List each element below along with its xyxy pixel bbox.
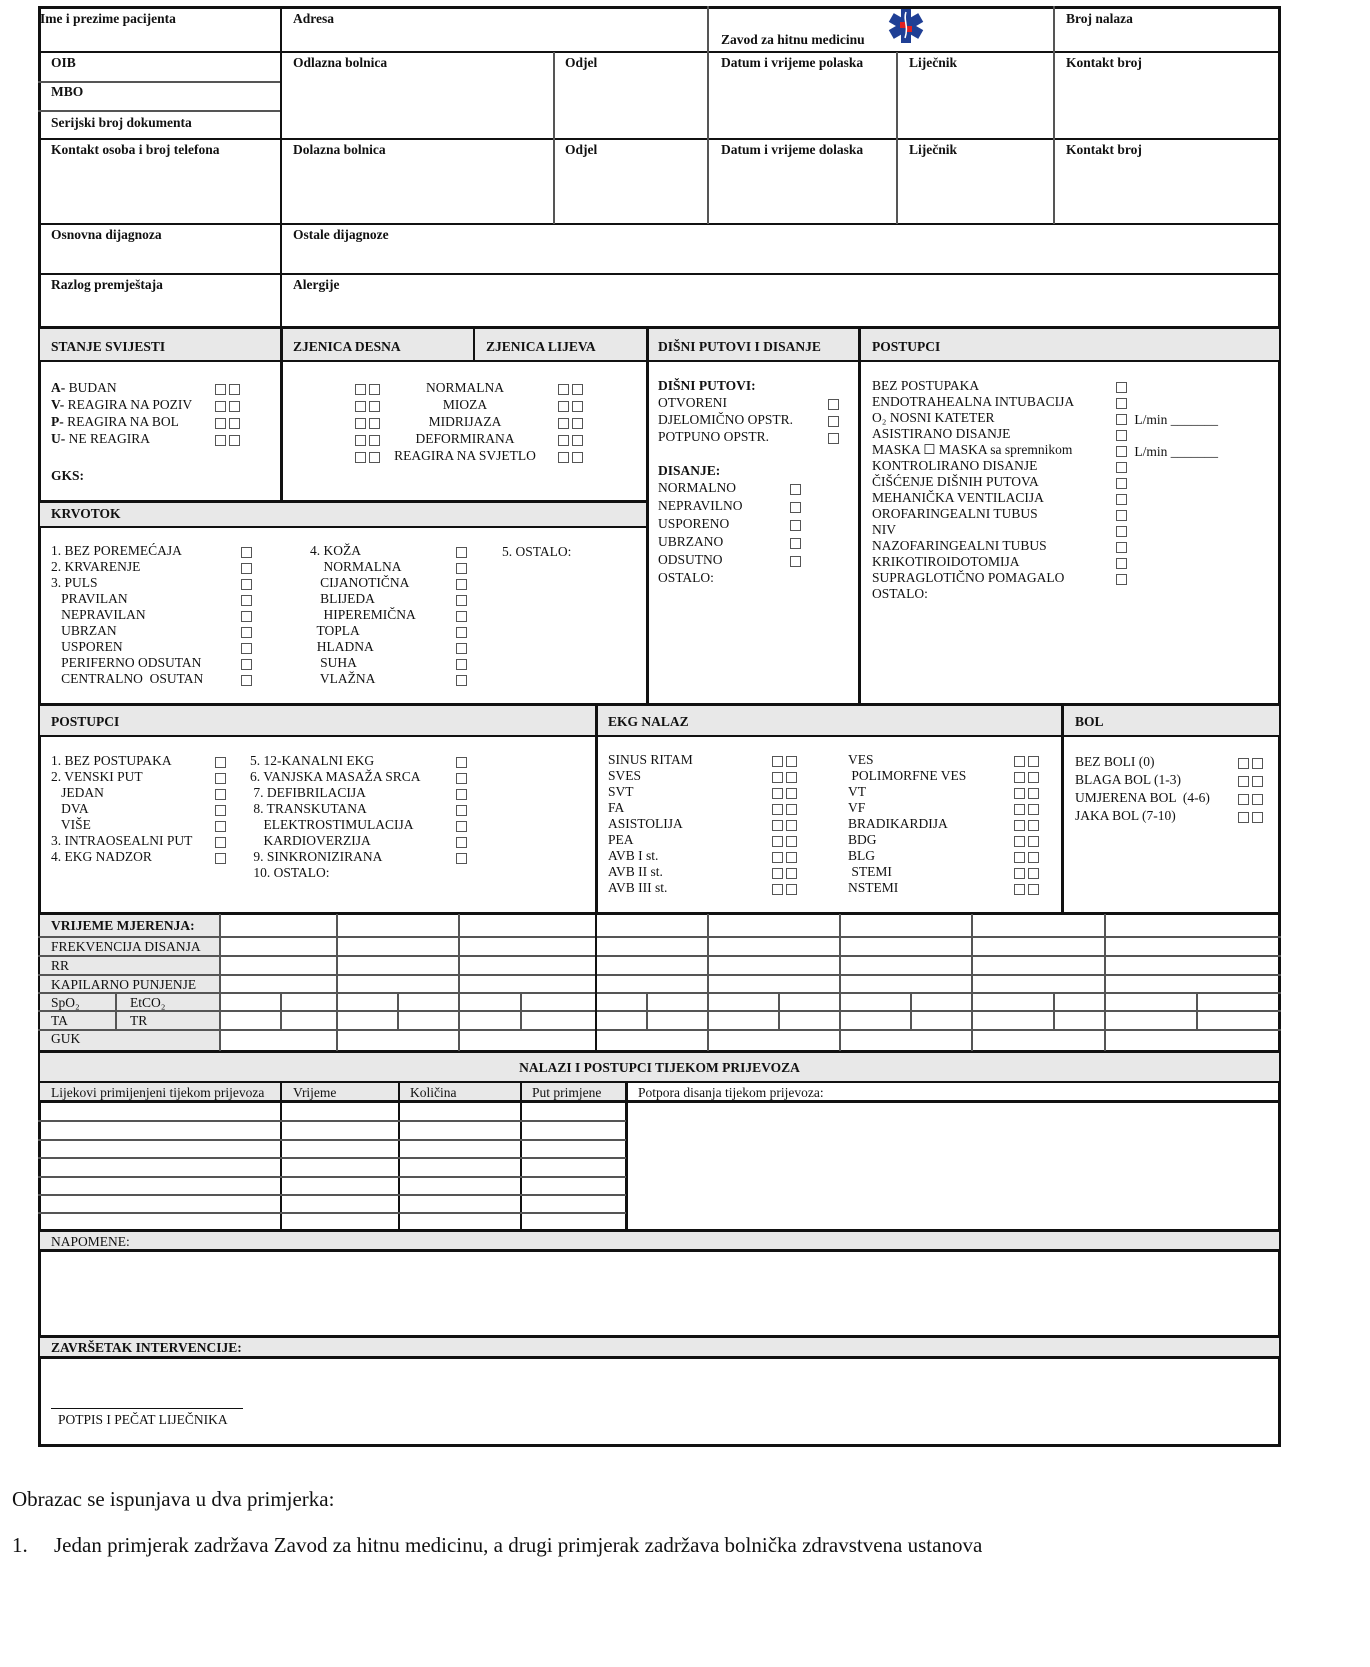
- checkbox-right[interactable]: [355, 401, 366, 412]
- checkbox[interactable]: [456, 579, 467, 590]
- gks-label: GKS:: [51, 468, 85, 483]
- oib-label: OIB: [51, 55, 76, 70]
- checkbox[interactable]: [1116, 526, 1127, 537]
- checkbox[interactable]: [241, 659, 252, 670]
- checkbox[interactable]: [1028, 868, 1039, 879]
- checkbox[interactable]: [456, 595, 467, 606]
- procedures-bottom-col1: 1. BEZ POSTUPAKA 2. VENSKI PUT JEDAN DVA VIŠE 3. INTRAOSEALNI PUT 4. EKG NADZOR: [51, 753, 241, 865]
- notes-field[interactable]: [41, 1253, 1279, 1335]
- checkbox[interactable]: [1028, 772, 1039, 783]
- spo2-label: SpO₂: [51, 995, 80, 1010]
- checkbox[interactable]: [828, 416, 839, 427]
- checkbox[interactable]: [456, 643, 467, 654]
- transport-title: NALAZI I POSTUPCI TIJEKOM PRIJEVOZA: [519, 1060, 800, 1075]
- checkbox[interactable]: [1116, 542, 1127, 553]
- checkbox[interactable]: [1238, 812, 1249, 823]
- checkbox[interactable]: [229, 401, 240, 412]
- checkbox-right[interactable]: [355, 452, 366, 463]
- ekg-title: EKG NALAZ: [608, 714, 689, 729]
- checkbox[interactable]: [828, 433, 839, 444]
- arrival-hospital-label: Dolazna bolnica: [293, 142, 386, 157]
- airways-list: OTVORENI DJELOMIČNO OPSTR. POTPUNO OPSTR.: [658, 394, 848, 445]
- checkbox[interactable]: [1252, 812, 1263, 823]
- medications-column-header: Lijekovi primijenjeni tijekom prijevoza: [51, 1085, 265, 1100]
- checkbox[interactable]: [772, 772, 783, 783]
- checkbox-right[interactable]: [369, 452, 380, 463]
- checkbox[interactable]: [786, 852, 797, 863]
- checkbox[interactable]: [1028, 756, 1039, 767]
- completion-title: ZAVRŠETAK INTERVENCIJE:: [51, 1340, 242, 1355]
- pain-title: BOL: [1075, 714, 1104, 729]
- checkbox[interactable]: [456, 773, 467, 784]
- checkbox-left[interactable]: [572, 384, 583, 395]
- checkbox-right[interactable]: [369, 418, 380, 429]
- checkbox[interactable]: [241, 563, 252, 574]
- checkbox[interactable]: [786, 772, 797, 783]
- checkbox[interactable]: [1116, 510, 1127, 521]
- consciousness-list: [51, 379, 271, 447]
- checkbox[interactable]: [1028, 884, 1039, 895]
- circulation-title: KRVOTOK: [51, 506, 121, 521]
- consciousness-item-p: P- REAGIRA NA BOL: [51, 413, 271, 430]
- checkbox[interactable]: [215, 757, 226, 768]
- checkbox[interactable]: [456, 563, 467, 574]
- checkbox[interactable]: [1252, 794, 1263, 805]
- checkbox[interactable]: [456, 757, 467, 768]
- checkbox-left[interactable]: [558, 435, 569, 446]
- checkbox[interactable]: [456, 837, 467, 848]
- checkbox[interactable]: [1014, 772, 1025, 783]
- departure-doctor-label: Liječnik: [909, 55, 958, 70]
- signature-label: POTPIS I PEČAT LIJEČNIKA: [58, 1412, 228, 1427]
- checkbox[interactable]: [215, 789, 226, 800]
- checkbox[interactable]: [456, 659, 467, 670]
- checkbox-right[interactable]: [369, 384, 380, 395]
- serial-number-label: Serijski broj dokumenta: [51, 115, 192, 130]
- checkbox[interactable]: [1116, 462, 1127, 473]
- pupils-list: NORMALNA MIOZA MIDRIJAZA DEFORMIRANA REAGIRA NA SVJETLO: [355, 379, 595, 464]
- checkbox[interactable]: [790, 484, 801, 495]
- checkbox[interactable]: [215, 435, 226, 446]
- checkbox[interactable]: [456, 611, 467, 622]
- checkbox[interactable]: [1238, 758, 1249, 769]
- checkbox[interactable]: [772, 852, 783, 863]
- checkbox[interactable]: [786, 756, 797, 767]
- checkbox[interactable]: [229, 384, 240, 395]
- checkbox[interactable]: [241, 579, 252, 590]
- capillary-refill-label: KAPILARNO PUNJENJE: [51, 977, 197, 992]
- checkbox-right[interactable]: [369, 401, 380, 412]
- checkbox[interactable]: [1014, 852, 1025, 863]
- checkbox[interactable]: [1028, 820, 1039, 831]
- checkbox[interactable]: [786, 820, 797, 831]
- checkbox[interactable]: [772, 756, 783, 767]
- checkbox[interactable]: [1116, 574, 1127, 585]
- arrival-datetime-label: Datum i vrijeme dolaska: [721, 142, 864, 157]
- checkbox[interactable]: [1028, 804, 1039, 815]
- checkbox[interactable]: [1116, 414, 1127, 425]
- checkbox-right[interactable]: [355, 418, 366, 429]
- checkbox-left[interactable]: [558, 452, 569, 463]
- report-number-label: Broj nalaza: [1066, 11, 1133, 26]
- breathing-support-label: Potpora disanja tijekom prijevoza:: [638, 1085, 824, 1100]
- checkbox[interactable]: [786, 804, 797, 815]
- checkbox[interactable]: [772, 868, 783, 879]
- checkbox-left[interactable]: [558, 418, 569, 429]
- checkbox[interactable]: [1014, 820, 1025, 831]
- pupil-left-title: ZJENICA LIJEVA: [486, 339, 596, 354]
- allergies-label: Alergije: [293, 277, 340, 292]
- procedures-top-list: BEZ POSTUPAKA ENDOTRAHEALNA INTUBACIJA O₂ NOSNI KATETER L/min _______ ASISTIRANO DISANJE MASKA ☐ MASKA sa spremnikom L/min _______ KONTROLIRANO DISANJE ČIŠĆENJE DIŠNIH PUTOVA MEHANIČKA VENTILACIJA OROFARINGEALNI TUBUS NIV NAZOFARINGEALNI TUBUS KRIKOTIROIDOTOMIJA SUPRAGLOTIČNO POMAGALO OSTALO:: [872, 378, 1218, 601]
- measurement-time-label: VRIJEME MJERENJA:: [51, 918, 195, 933]
- circulation-col2: 4. KOŽA NORMALNA CIJANOTIČNA BLIJEDA HIPEREMIČNA TOPLA HLADNA SUHA VLAŽNA: [310, 543, 480, 687]
- checkbox[interactable]: [1116, 446, 1127, 457]
- checkbox[interactable]: [790, 538, 801, 549]
- checkbox[interactable]: [1014, 804, 1025, 815]
- checkbox[interactable]: [1028, 788, 1039, 799]
- checkbox[interactable]: [1116, 478, 1127, 489]
- checkbox[interactable]: [241, 611, 252, 622]
- breathing-list: NORMALNO NEPRAVILNO USPORENO UBRZANO ODSUTNO OSTALO:: [658, 479, 848, 587]
- report-number-field[interactable]: [1058, 28, 1278, 50]
- ekg-col2: VES POLIMORFNE VES VT VF BRADIKARDIJA BDG BLG STEMI NSTEMI: [848, 752, 1048, 896]
- checkbox[interactable]: [1116, 494, 1127, 505]
- circulation-other-label: 5. OSTALO:: [502, 544, 572, 559]
- checkbox[interactable]: [215, 773, 226, 784]
- departure-hospital-label: Odlazna bolnica: [293, 55, 388, 70]
- procedures-bottom-col2: 5. 12-KANALNI EKG 6. VANJSKA MASAŽA SRCA 7. DEFIBRILACIJA 8. TRANSKUTANA ELEKTROSTIMULACIJA KARDIOVERZIJA 9. SINKRONIZIRANA 10. OSTALO:: [250, 753, 480, 881]
- checkbox[interactable]: [1116, 558, 1127, 569]
- patient-name-field[interactable]: [42, 28, 278, 50]
- pupil-right-title: ZJENICA DESNA: [293, 339, 401, 354]
- star-of-life-icon: [888, 8, 924, 44]
- main-diagnosis-label: Osnovna dijagnoza: [51, 227, 162, 242]
- checkbox[interactable]: [1238, 776, 1249, 787]
- etco2-label: EtCO₂: [130, 995, 166, 1010]
- route-column-header: Put primjene: [532, 1085, 602, 1100]
- checkbox[interactable]: [772, 884, 783, 895]
- signature-line[interactable]: [51, 1408, 243, 1409]
- breathing-support-field[interactable]: [629, 1103, 1279, 1229]
- checkbox[interactable]: [772, 804, 783, 815]
- arrival-dept-label: Odjel: [565, 142, 598, 157]
- checkbox-right[interactable]: [369, 435, 380, 446]
- checkbox[interactable]: [1014, 788, 1025, 799]
- footer-intro: Obrazac se ispunjava u dva primjerka:: [12, 1487, 335, 1511]
- checkbox[interactable]: [828, 399, 839, 410]
- checkbox[interactable]: [790, 520, 801, 531]
- ekg-col1: SINUS RITAM SVES SVT FA ASISTOLIJA PEA AVB I st. AVB II st. AVB III st.: [608, 752, 808, 896]
- departure-contact-label: Kontakt broj: [1066, 55, 1142, 70]
- checkbox[interactable]: [1238, 794, 1249, 805]
- checkbox[interactable]: [772, 788, 783, 799]
- tr-label: TR: [130, 1013, 148, 1028]
- checkbox[interactable]: [1252, 758, 1263, 769]
- checkbox-left[interactable]: [558, 384, 569, 395]
- checkbox[interactable]: [456, 547, 467, 558]
- checkbox[interactable]: [215, 821, 226, 832]
- patient-name-label: Ime i prezime pacijenta: [40, 11, 176, 26]
- checkbox[interactable]: [790, 556, 801, 567]
- checkbox[interactable]: [215, 837, 226, 848]
- address-field[interactable]: [285, 28, 705, 50]
- consciousness-item-v: V- REAGIRA NA POZIV: [51, 396, 271, 413]
- respiratory-rate-label: FREKVENCIJA DISANJA: [51, 939, 201, 954]
- checkbox[interactable]: [215, 418, 226, 429]
- checkbox[interactable]: [786, 836, 797, 847]
- ta-label: TA: [51, 1013, 68, 1028]
- pain-list: BEZ BOLI (0) BLAGA BOL (1-3) UMJERENA BOL (4-6) JAKA BOL (7-10): [1075, 753, 1275, 825]
- checkbox[interactable]: [456, 853, 467, 864]
- transfer-reason-label: Razlog premještaja: [51, 277, 163, 292]
- notes-label: NAPOMENE:: [51, 1234, 130, 1249]
- footer-item-number: 1.: [12, 1533, 28, 1557]
- checkbox-right[interactable]: [355, 435, 366, 446]
- procedures-bottom-title: POSTUPCI: [51, 714, 120, 729]
- airways-label: DIŠNI PUTOVI:: [658, 378, 756, 393]
- checkbox[interactable]: [215, 384, 226, 395]
- checkbox[interactable]: [241, 627, 252, 638]
- consciousness-title: STANJE SVIJESTI: [51, 339, 166, 354]
- breathing-label: DISANJE:: [658, 463, 721, 478]
- arrival-doctor-label: Liječnik: [909, 142, 958, 157]
- checkbox-left[interactable]: [572, 418, 583, 429]
- checkbox[interactable]: [1014, 756, 1025, 767]
- checkbox[interactable]: [229, 418, 240, 429]
- checkbox[interactable]: [1028, 852, 1039, 863]
- checkbox[interactable]: [456, 789, 467, 800]
- contact-person-label: Kontakt osoba i broj telefona: [51, 142, 220, 157]
- checkbox[interactable]: [456, 821, 467, 832]
- procedures-top-title: POSTUPCI: [872, 339, 941, 354]
- guk-label: GUK: [51, 1031, 81, 1046]
- time-column-header: Vrijeme: [293, 1085, 337, 1100]
- checkbox[interactable]: [456, 675, 467, 686]
- checkbox[interactable]: [215, 401, 226, 412]
- checkbox-left[interactable]: [572, 452, 583, 463]
- checkbox[interactable]: [241, 595, 252, 606]
- consciousness-item-u: U- NE REAGIRA: [51, 430, 271, 447]
- mbo-label: MBO: [51, 84, 84, 99]
- departure-datetime-label: Datum i vrijeme polaska: [721, 55, 864, 70]
- departure-dept-label: Odjel: [565, 55, 598, 70]
- checkbox-left[interactable]: [572, 435, 583, 446]
- checkbox[interactable]: [786, 884, 797, 895]
- airway-title: DIŠNI PUTOVI I DISANJE: [658, 339, 821, 354]
- consciousness-item-a: A- BUDAN: [51, 379, 271, 396]
- checkbox[interactable]: [1014, 836, 1025, 847]
- footer-item-text: Jedan primjerak zadržava Zavod za hitnu medicinu, a drugi primjerak zadržava bolnička zdravstvena ustanova: [54, 1533, 983, 1557]
- checkbox[interactable]: [1252, 776, 1263, 787]
- checkbox[interactable]: [456, 627, 467, 638]
- checkbox-right[interactable]: [355, 384, 366, 395]
- checkbox[interactable]: [1116, 430, 1127, 441]
- other-diagnoses-label: Ostale dijagnoze: [293, 227, 389, 242]
- circulation-col1: 1. BEZ POREMEĆAJA 2. KRVARENJE 3. PULS PRAVILAN NEPRAVILAN UBRZAN USPOREN PERIFERNO ODSUTAN CENTRALNO OSUTAN: [51, 543, 261, 687]
- address-label: Adresa: [293, 11, 335, 26]
- checkbox[interactable]: [786, 788, 797, 799]
- checkbox-left[interactable]: [558, 401, 569, 412]
- checkbox[interactable]: [215, 853, 226, 864]
- checkbox[interactable]: [456, 805, 467, 816]
- checkbox[interactable]: [241, 547, 252, 558]
- medications-table-body[interactable]: [41, 1103, 625, 1229]
- checkbox[interactable]: [1014, 868, 1025, 879]
- checkbox[interactable]: [790, 502, 801, 513]
- checkbox[interactable]: [1116, 382, 1127, 393]
- checkbox[interactable]: [786, 868, 797, 879]
- institution-name: Zavod za hitnu medicinu: [721, 32, 865, 47]
- checkbox[interactable]: [772, 820, 783, 831]
- rr-label: RR: [51, 958, 70, 973]
- amount-column-header: Količina: [410, 1085, 457, 1100]
- checkbox[interactable]: [1028, 836, 1039, 847]
- arrival-contact-label: Kontakt broj: [1066, 142, 1142, 157]
- checkbox[interactable]: [241, 643, 252, 654]
- checkbox[interactable]: [1116, 398, 1127, 409]
- checkbox[interactable]: [772, 836, 783, 847]
- checkbox-left[interactable]: [572, 401, 583, 412]
- checkbox[interactable]: [241, 675, 252, 686]
- checkbox[interactable]: [229, 435, 240, 446]
- checkbox[interactable]: [215, 805, 226, 816]
- checkbox[interactable]: [1014, 884, 1025, 895]
